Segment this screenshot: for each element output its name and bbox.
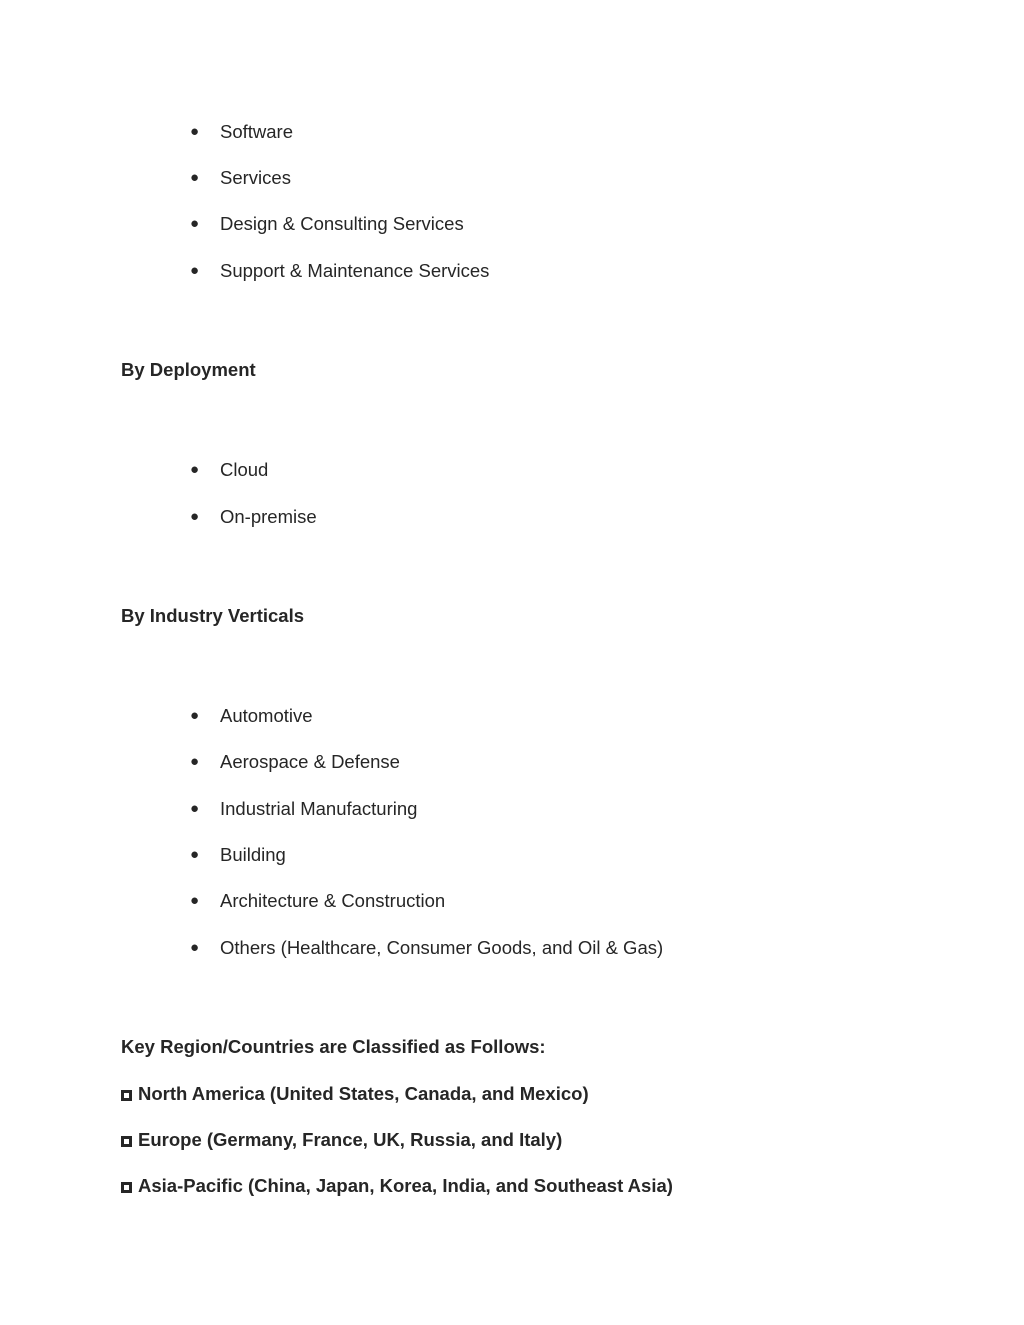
bullet-icon: ● [190,707,200,724]
square-bullet-icon [121,1090,132,1101]
region-item-text: Europe (Germany, France, UK, Russia, and Italy) [138,1129,563,1150]
list-item-text: Architecture & Construction [220,890,446,911]
bullet-icon: ● [190,892,200,909]
bullet-icon: ● [190,215,200,232]
region-item [121,1175,673,1197]
region-item [121,1083,589,1105]
section-heading-industry: By Industry Verticals [121,605,305,626]
list-item-text: Industrial Manufacturing [220,798,418,819]
list-item-text: On-premise [220,506,317,527]
list-item-text: Aerospace & Defense [220,751,400,772]
bullet-icon: ● [190,508,200,525]
list-item-text: Services [220,167,291,188]
region-item [121,1129,562,1151]
list-item-text: Cloud [220,459,269,480]
bullet-icon: ● [190,846,200,863]
section-heading-regions: Key Region/Countries are Classified as Follows: [121,1036,546,1057]
list-item-text: Automotive [220,705,313,726]
square-bullet-icon [121,1182,132,1193]
bullet-icon: ● [190,461,200,478]
list-item-text: Software [220,121,294,142]
bullet-icon: ● [190,800,200,817]
list-item-text: Support & Maintenance Services [220,260,490,281]
bullet-icon: ● [190,753,200,770]
section-heading-deployment: By Deployment [121,359,256,380]
list-item-text: Building [220,844,286,865]
region-item-text: Asia-Pacific (China, Japan, Korea, India, and Southeast Asia) [138,1175,673,1196]
list-item-text: Design & Consulting Services [220,213,464,234]
list-item-text: Others (Healthcare, Consumer Goods, and Oil & Gas) [220,937,664,958]
bullet-icon: ● [190,169,200,186]
bullet-icon: ● [190,939,200,956]
region-item-text: North America (United States, Canada, and Mexico) [138,1083,589,1104]
bullet-icon: ● [190,262,200,279]
square-bullet-icon [121,1136,132,1147]
bullet-icon: ● [190,123,200,140]
